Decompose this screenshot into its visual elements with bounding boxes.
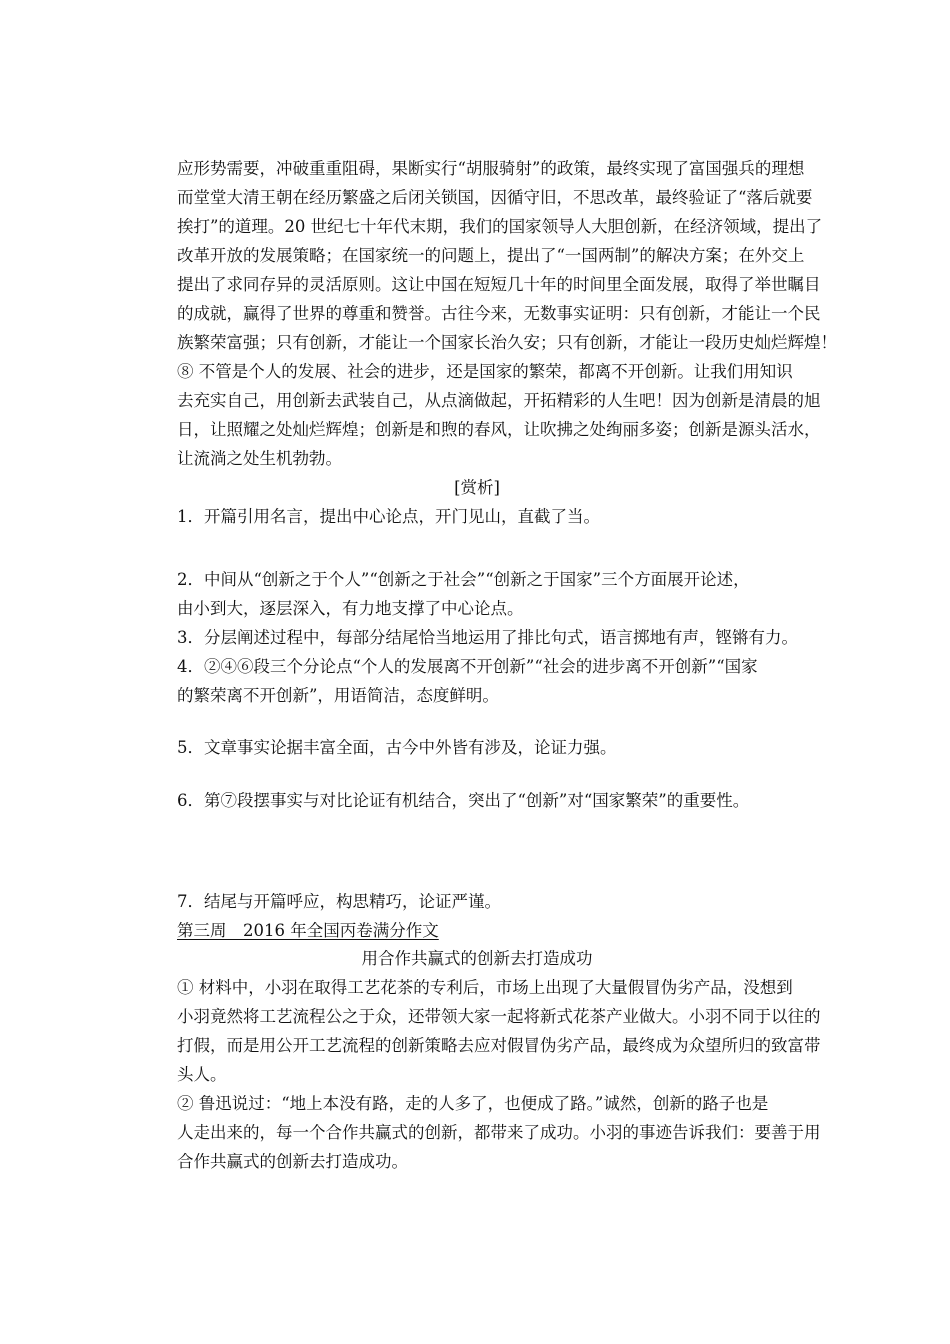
essay-paragraph-line: 打假，而是用公开工艺流程的创新策略去应对假冒伪劣产品，最终成为众望所归的致富带 (177, 1036, 821, 1055)
paragraph-line: 族繁荣富强；只有创新，才能让一个国家长治久安；只有创新，才能让一段历史灿烂辉煌！ (177, 333, 837, 352)
appreciation-title: [赏析] (454, 478, 500, 497)
paragraph-line: 而堂堂大清王朝在经历繁盛之后闭关锁国，因循守旧，不思改革，最终验证了“落后就要 (177, 188, 813, 207)
essay-title: 用合作共赢式的创新去打造成功 (361, 949, 593, 968)
essay-paragraph-line: ② 鲁迅说过：“地上本没有路，走的人多了，也便成了路。”诚然，创新的路子也是 (177, 1094, 769, 1113)
appreciation-item: 6．第⑦段摆事实与对比论证有机结合，突出了“创新”对“国家繁荣”的重要性。 (177, 791, 750, 810)
essay-paragraph-line: ① 材料中，小羽在取得工艺花茶的专利后，市场上出现了大量假冒伪劣产品，没想到 (177, 978, 793, 997)
appreciation-item: 3．分层阐述过程中，每部分结尾恰当地运用了排比句式，语言掷地有声，铿锵有力。 (177, 628, 798, 647)
paragraph-line: 日，让照耀之处灿烂辉煌；创新是和煦的春风，让吹拂之处绚丽多姿；创新是源头活水， (177, 420, 821, 439)
paragraph-line: 去充实自己，用创新去武装自己，从点滴做起，开拓精彩的人生吧！因为创新是清晨的旭 (177, 391, 821, 410)
paragraph-line: 改革开放的发展策略；在国家统一的问题上，提出了“一国两制”的解决方案；在外交上 (177, 246, 805, 265)
appreciation-item: 2．中间从“创新之于个人”“创新之于社会”“创新之于国家”三个方面展开论述， (177, 570, 750, 589)
essay-paragraph-line: 合作共赢式的创新去打造成功。 (177, 1152, 408, 1171)
paragraph-line: 挨打”的道理。20 世纪七十年代末期，我们的国家领导人大胆创新，在经济领域，提出了 (177, 217, 823, 236)
appreciation-item: 7．结尾与开篇呼应，构思精巧，论证严谨。 (177, 892, 501, 911)
essay-paragraph-line: 头人。 (177, 1065, 227, 1084)
essay-paragraph-line: 人走出来的，每一个合作共赢式的创新，都带来了成功。小羽的事迹告诉我们：要善于用 (177, 1123, 821, 1142)
paragraph-line: 应形势需要，冲破重重阻碍，果断实行“胡服骑射”的政策，最终实现了富国强兵的理想 (177, 159, 805, 178)
appreciation-item: 1．开篇引用名言，提出中心论点，开门见山，直截了当。 (177, 507, 600, 526)
appreciation-item: 的繁荣离不开创新”，用语简洁，态度鲜明。 (177, 686, 499, 705)
appreciation-item: 4．②④⑥段三个分论点“个人的发展离不开创新”“社会的进步离不开创新”“国家 (177, 657, 758, 676)
essay-paragraph-line: 小羽竟然将工艺流程公之于众，还带领大家一起将新式花茶产业做大。小羽不同于以往的 (177, 1007, 821, 1026)
paragraph-line: 提出了求同存异的灵活原则。这让中国在短短几十年的时间里全面发展，取得了举世瞩目 (177, 275, 821, 294)
paragraph-line: 让流淌之处生机勃勃。 (177, 449, 342, 468)
appreciation-item: 5．文章事实论据丰富全面，古今中外皆有涉及，论证力强。 (177, 738, 617, 757)
section-heading: 第三周 2016 年全国丙卷满分作文 (177, 921, 439, 940)
paragraph-line: ⑧ 不管是个人的发展、社会的进步，还是国家的繁荣，都离不开创新。让我们用知识 (177, 362, 793, 381)
paragraph-line: 的成就，赢得了世界的尊重和赞誉。古往今来，无数事实证明：只有创新，才能让一个民 (177, 304, 821, 323)
appreciation-item: 由小到大，逐层深入，有力地支撑了中心论点。 (177, 599, 524, 618)
